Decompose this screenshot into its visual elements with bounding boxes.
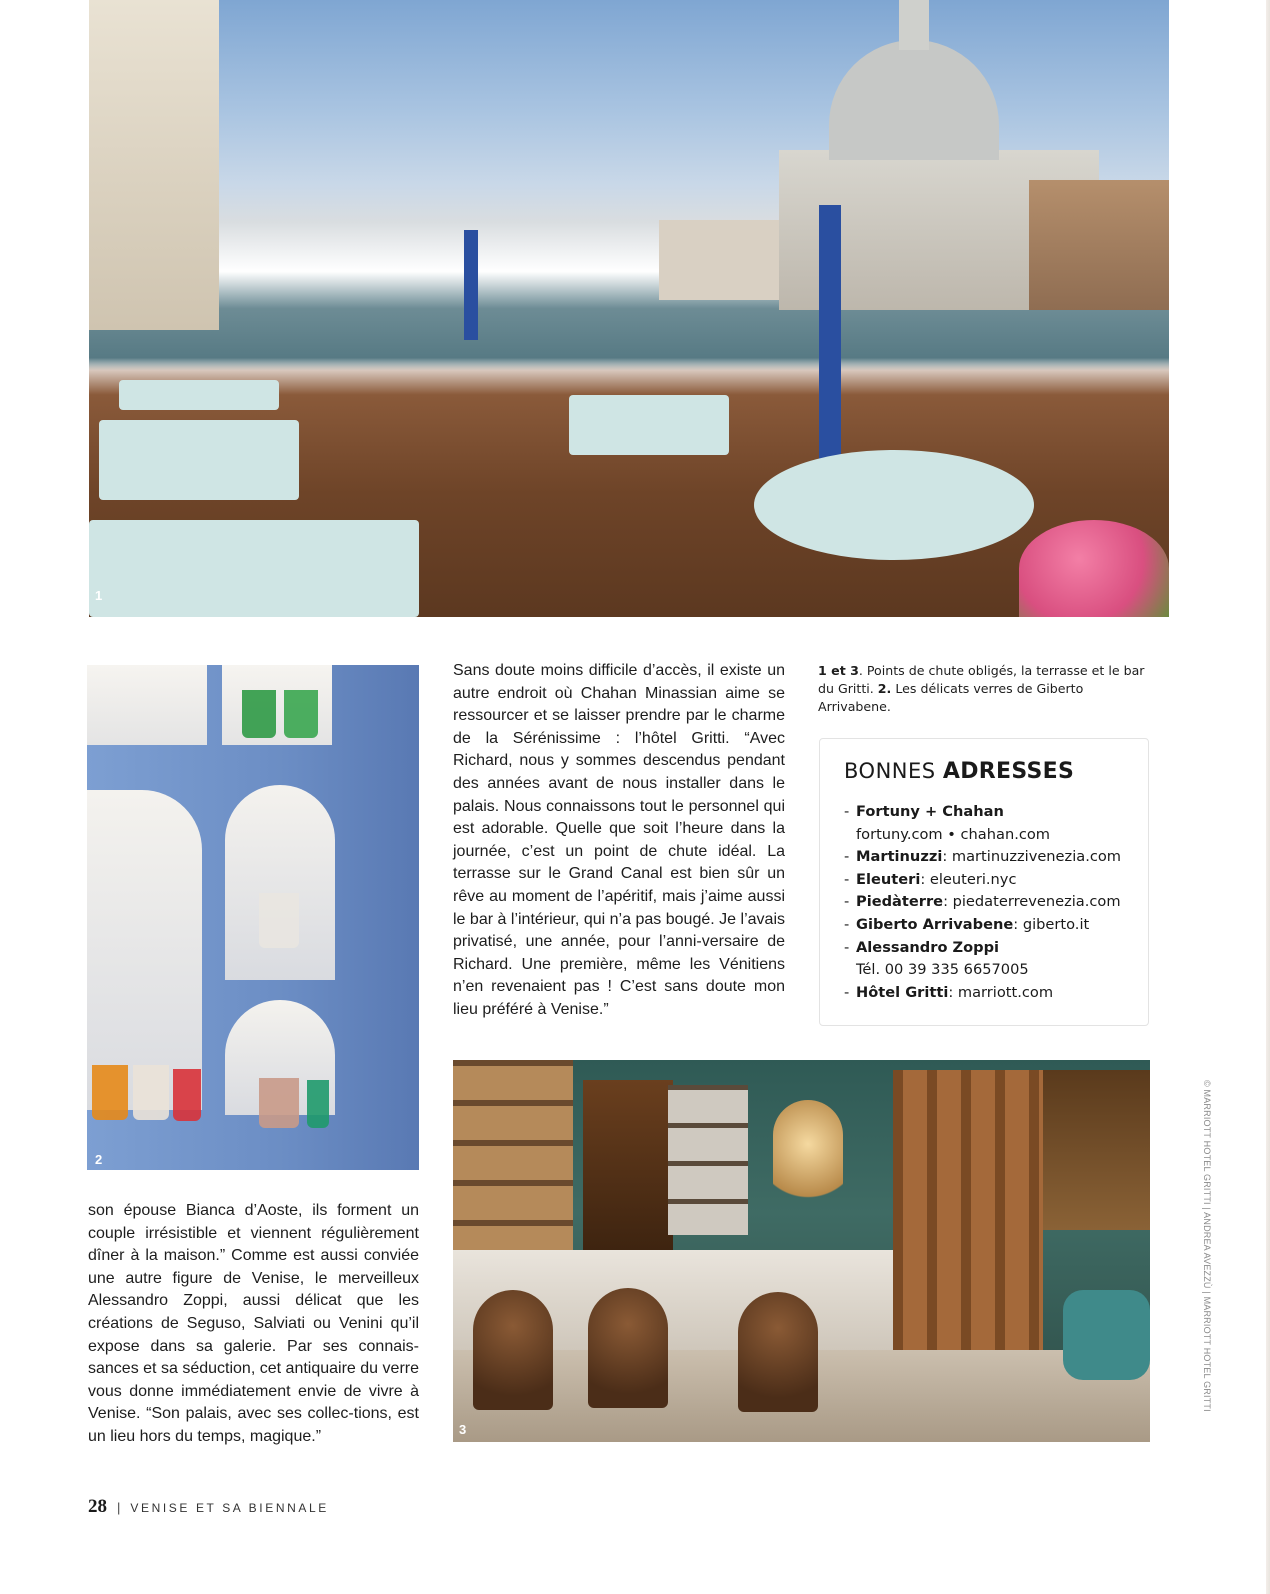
photo-caption (818, 662, 1150, 716)
addresses-title: BONNES ADRESSES (844, 759, 1075, 784)
pink-glass (259, 1078, 299, 1128)
hotel-awning (89, 0, 219, 330)
address-item: - Giberto Arrivabene: giberto.it (844, 915, 1090, 933)
photo-number: 1 (95, 588, 103, 603)
clear-glass (133, 1065, 169, 1120)
green-glass (284, 690, 318, 738)
article-text-left: son épouse Bianca d’Aoste, ils forment un couple irrésistible et viennent régulièrement dîner à la maison.” Comme est aussi conviée une autre figure de Venise, le merveilleux Alessandro Zoppi, aussi délicat que les créations de Seguso, Salviati ou Venini qu’il expose dans sa galerie. Par ses connais-sances et sa séduction, cet antiquaire du verre vous donne immédiatement envie de vivre à Venise. “Son palais, avec ses collec-tions, est un lieu hors du temps, magique.” (88, 1202, 419, 1445)
photo-number: 3 (459, 1422, 467, 1437)
caption-ref: 2. (877, 681, 892, 696)
church-dome (829, 40, 999, 160)
address-item: - Fortuny + Chahan fortuny.com • chahan.com (844, 801, 1144, 846)
gilded-painting (1043, 1070, 1150, 1230)
dome-lantern (899, 0, 929, 50)
caption-text: . Points de chute obligés, la terrasse et le bar du Gritti. (818, 663, 1145, 696)
pink-flowers (1019, 520, 1169, 617)
round-table (754, 450, 1034, 560)
photo-credit: © MARRIOTT HOTEL GRITTI | ANDREA AVEZZÙ | MARRIOTT HOTEL GRITTI (1202, 1080, 1212, 1412)
caption-ref: 1 et 3 (818, 663, 859, 678)
niche (87, 790, 202, 1110)
table (569, 395, 729, 455)
table (99, 420, 299, 500)
amber-glass (92, 1065, 128, 1120)
mooring-pole (464, 230, 478, 340)
painting-alcove (583, 1080, 673, 1250)
addresses-box (819, 738, 1149, 1026)
red-glass (173, 1069, 201, 1121)
photo-bar (453, 1060, 1150, 1442)
address-item: - Alessandro Zoppi Tél. 00 39 335 6657005 (844, 937, 1144, 982)
address-item: - Piedàterre: piedaterrevenezia.com (844, 893, 1121, 911)
wooden-door (893, 1070, 1043, 1350)
green-glass (242, 690, 276, 738)
address-url: : eleuteri.nyc (920, 870, 1017, 888)
photo-number: 2 (95, 1152, 103, 1167)
bar-stool (588, 1288, 668, 1408)
address-item: - Eleuteri: eleuteri.nyc (844, 870, 1017, 888)
footer-separator: | (117, 1500, 121, 1515)
caption-text: Les délicats verres de Giberto Arrivabene. (818, 681, 1084, 714)
page-number: 28 (88, 1496, 107, 1517)
article-text-middle: Sans doute moins difficile d’accès, il existe un autre endroit où Chahan Minassian aime se ressourcer et se laisser prendre par le charme de la Sérénissime : l’hôtel Gritti. “Avec Richard, nous y sommes descendus pendant des années avant de nous installer dans le palais. Nous connaissons tout le personnel qui est adorable. Quelle que soit l’heure dans la journée, c’est un point de chute idéal. La terrasse sur le Grand Canal est bien sûr un rêve au moment de l’apéritif, mais j’aime aussi le bar à l’intérieur, qui n’a pas bougé. Je l’avais privatisé, une année, pour l’anni-versaire de Richard. Une première, même les Vénitiens n’en revenaient pas ! C’est sans doute mon lieu préféré à Venise.” (453, 662, 785, 1018)
bar-stool (738, 1292, 818, 1412)
address-url: : giberto.it (1013, 915, 1090, 933)
niche (87, 665, 207, 745)
page-footer (88, 1496, 329, 1518)
mooring-pole (819, 205, 841, 465)
bar-stool (473, 1290, 553, 1410)
running-title: VENISE ET SA BIENNALE (130, 1501, 329, 1515)
address-item: - Martinuzzi: martinuzzivenezia.com (844, 848, 1122, 866)
glass-shelves (668, 1085, 748, 1235)
address-url: : marriott.com (948, 983, 1054, 1001)
address-item: - Hôtel Gritti: marriott.com (844, 983, 1054, 1001)
addresses-list (844, 801, 1144, 1004)
page-edge (1266, 0, 1270, 1594)
brick-building (1029, 180, 1169, 310)
address-links: fortuny.com • chahan.com (856, 825, 1051, 843)
teal-armchair (1063, 1290, 1150, 1380)
distant-building (659, 220, 789, 300)
address-url: : piedaterrevenezia.com (943, 893, 1121, 911)
candelabra-lamp (773, 1100, 843, 1210)
address-url: : martinuzzivenezia.com (942, 848, 1122, 866)
photo-glasses (87, 665, 419, 1170)
photo-terrace (89, 0, 1169, 617)
niche (225, 785, 335, 980)
table (89, 520, 419, 617)
clear-glass (259, 893, 299, 948)
address-phone: Tél. 00 39 335 6657005 (856, 961, 1029, 979)
table (119, 380, 279, 410)
green-glass (307, 1080, 329, 1128)
